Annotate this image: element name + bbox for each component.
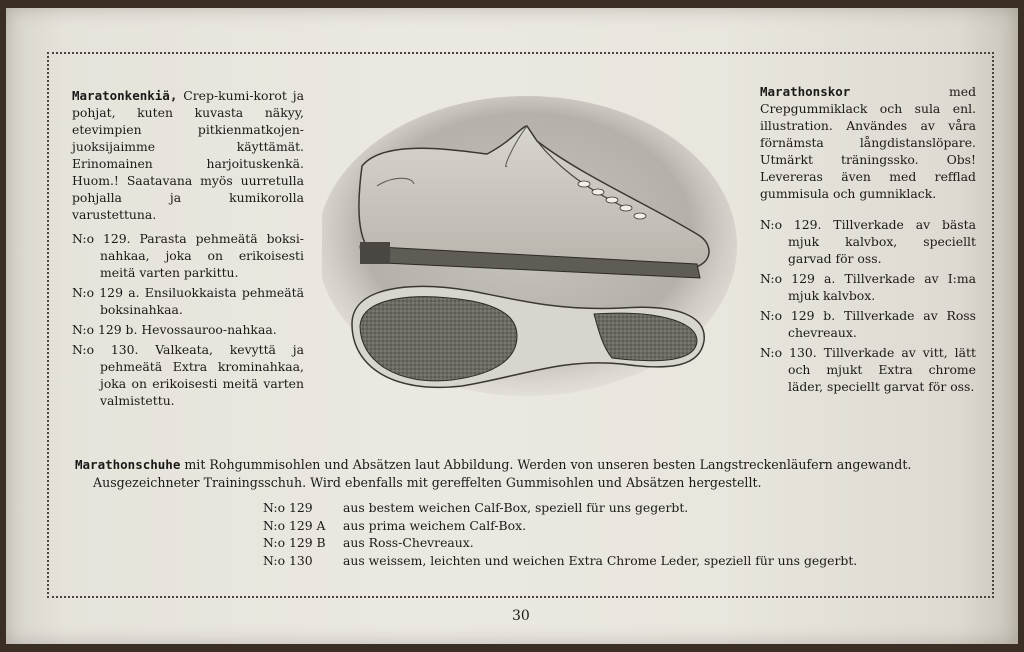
finnish-description [72, 87, 304, 223]
item-code: N:o 129 [263, 500, 313, 515]
swedish-item: N:o 129 a. Tillverkade av I:ma mjuk kalvbox. [760, 271, 976, 303]
finnish-item: N:o 129. Parasta pehmeätä boksi-nahkaa, joka on erikoisesti meitä varten parkittu. [72, 231, 304, 280]
finnish-item: N:o 130. Valkeata, kevyttä ja pehmeätä Extra krominahkaa, joka on erikoisesti meitä varten valmistettu. [72, 342, 304, 408]
german-item [263, 552, 857, 570]
german-intro-line2: Ausgezeichneter Trainingsschuh. Wird ebenfalls mit gereffelten Gummisohlen und Absätzen hergestellt. [93, 475, 762, 490]
german-heading: Marathonschuhe [75, 457, 181, 472]
german-item [263, 534, 857, 552]
german-description [75, 456, 985, 492]
swedish-item-list [760, 216, 976, 398]
item-code: N:o 129 A [263, 517, 326, 533]
german-item [263, 499, 857, 517]
swedish-description [760, 83, 976, 202]
swedish-item: N:o 129 b. Tillverkade av Ross chevreaux. [760, 308, 976, 340]
finnish-intro: Crep-kumi-korot ja pohjat, kuten kuvasta näkyy, etevimpien pitkienmatkojen-juoksijaimme käyttämät. Erinomainen harjoituskenkä. Huom.! Saatavana myös uurretulla pohjalla ja kumikorolla varustettuna. [72, 88, 304, 222]
swedish-item: N:o 130. Tillverkade av vitt, lätt och mjukt Extra chrome läder, speciellt garvat för oss. [760, 345, 976, 394]
swedish-intro: med Crepgummiklack och sula enl. illustration. Användes av våra förnämsta långdistanslöpare. Utmärkt träningssko. Obs! Levereras även med refflad gummisula och gumniklack. [760, 84, 976, 201]
item-text: aus weissem, leichten und weichen Extra Chrome Leder, speziell für uns gegerbt. [343, 552, 858, 568]
finnish-item: N:o 129 b. Hevossauroo-nahkaa. [72, 322, 277, 337]
item-text: aus bestem weichen Calf-Box, speziell für uns gegerbt. [343, 500, 689, 515]
german-item [263, 517, 857, 535]
finnish-item-list [72, 230, 304, 412]
finnish-heading: Maratonkenkiä, [72, 88, 178, 103]
item-text: aus Ross-Chevreaux. [343, 535, 474, 550]
finnish-item: N:o 129 a. Ensiluokkaista pehmeätä boksinahkaa. [72, 285, 304, 317]
german-item-list [263, 499, 857, 569]
page-number: 30 [512, 608, 530, 624]
item-code: N:o 130 [263, 552, 313, 568]
item-code: N:o 129 B [263, 535, 326, 550]
running-shoe-illustration [322, 96, 740, 406]
german-intro-line1: mit Rohgummisohlen und Absätzen laut Abbildung. Werden von unseren besten Langstreckenläufern angewandt. [180, 457, 912, 472]
item-text: aus prima weichem Calf-Box. [343, 517, 527, 533]
swedish-item: N:o 129. Tillverkade av bästa mjuk kalvbox, speciellt garvad för oss. [760, 217, 976, 266]
swedish-heading: Marathonskor [760, 84, 851, 99]
